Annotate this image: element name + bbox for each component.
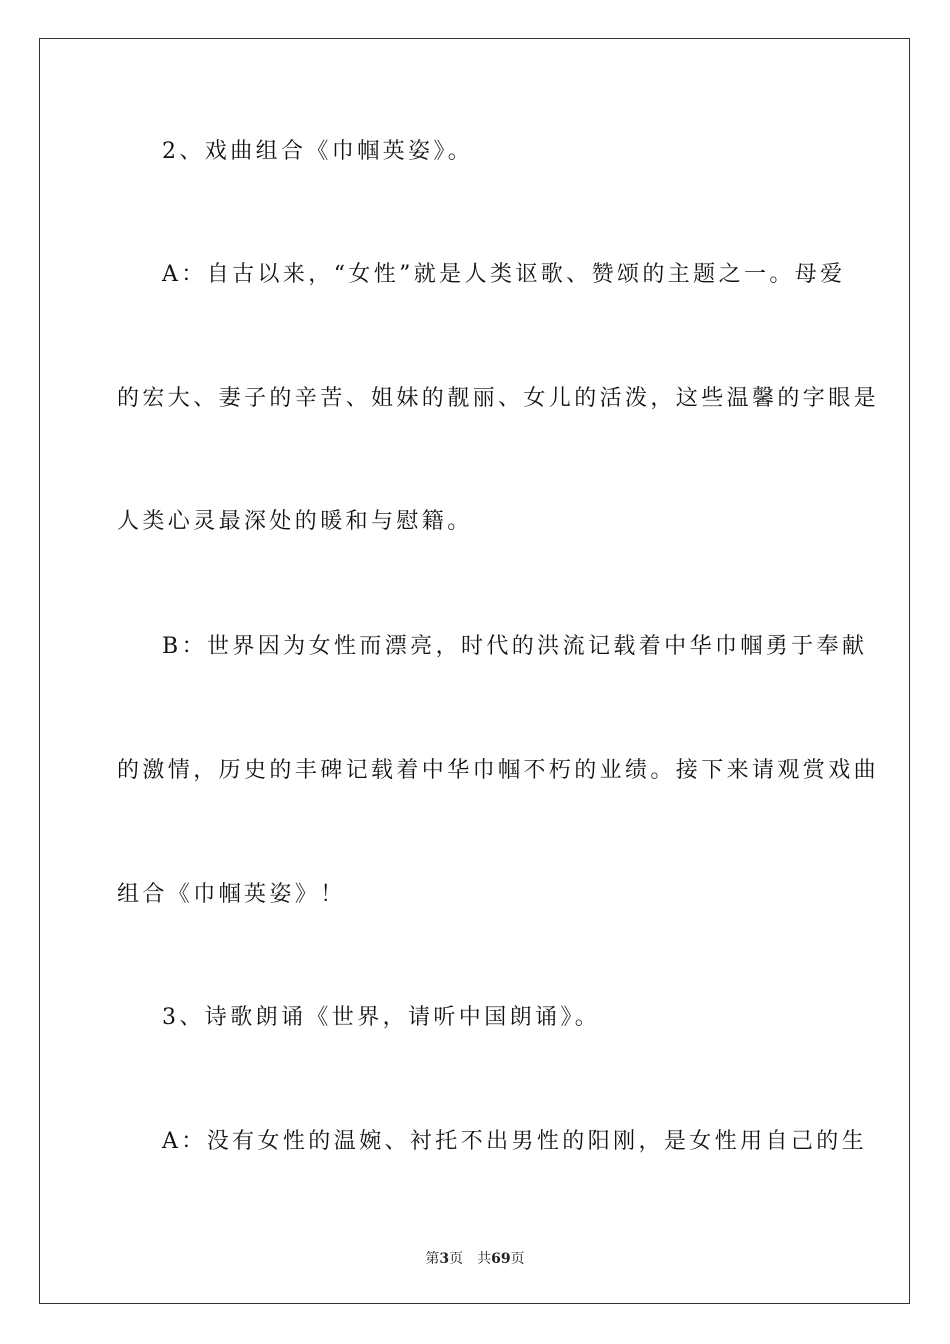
footer-page-total: 69 [491, 1251, 511, 1267]
paragraph-a-line-3: 人类心灵最深处的暖和与慰籍。 [117, 509, 473, 534]
footer-page-current: 3 [439, 1251, 450, 1267]
paragraph-a-line-2: 的宏大、妻子的辛苦、姐妹的靓丽、女儿的活泼，这些温馨的字眼是 [117, 386, 880, 411]
paragraph-b-line-3: 组合《巾帼英姿》！ [117, 882, 346, 907]
page-footer [0, 1248, 950, 1268]
paragraph-heading-3: 3、诗歌朗诵《世界，请听中国朗诵》。 [162, 1005, 601, 1030]
footer-total-suffix: 页 [510, 1251, 525, 1267]
footer-page-suffix: 页 [449, 1251, 464, 1267]
footer-page-prefix: 第 [425, 1251, 440, 1267]
paragraph-b-line-2: 的激情，历史的丰碑记载着中华巾帼不朽的业绩。接下来请观赏戏曲 [117, 758, 880, 783]
footer-total-prefix: 共 [477, 1251, 492, 1267]
paragraph-a-line-1: A：自古以来，“女性”就是人类讴歌、赞颂的主题之一。母爱 [162, 262, 846, 287]
paragraph-a2-line-1: A：没有女性的温婉、衬托不出男性的阳刚，是女性用自己的生 [162, 1129, 868, 1154]
paragraph-heading-2: 2、戏曲组合《巾帼英姿》。 [162, 139, 474, 164]
paragraph-b-line-1: B：世界因为女性而漂亮，时代的洪流记载着中华巾帼勇于奉献 [162, 634, 868, 659]
page-border [39, 38, 910, 1304]
